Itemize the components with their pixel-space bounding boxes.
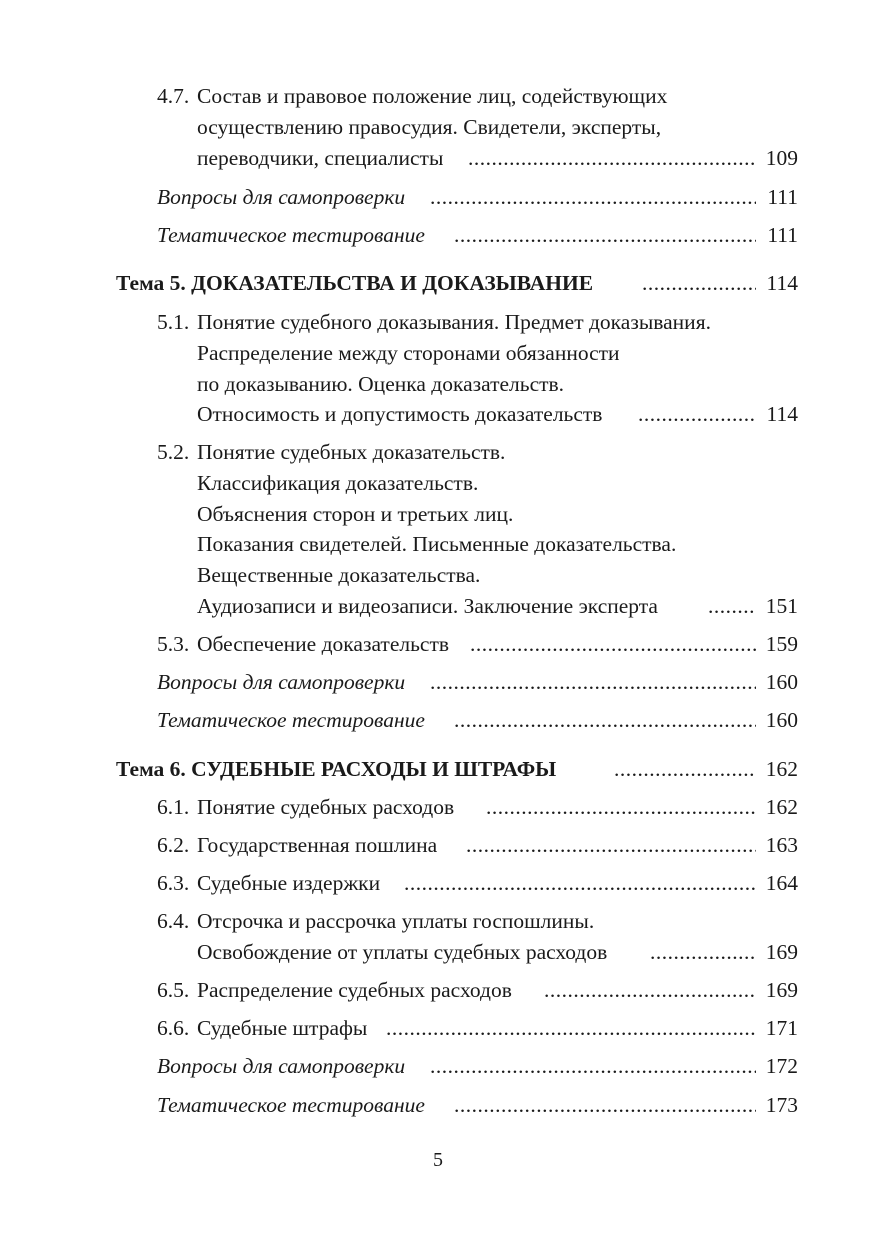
entry-title-line: Относимость и допустимость доказательств: [197, 402, 603, 426]
toc-entry-5-1-cont: [0, 338, 876, 368]
toc-entry-6-5: [0, 975, 876, 1005]
dot-leader: [454, 705, 756, 735]
entry-title-line: Объяснения сторон и третьих лиц.: [197, 502, 514, 526]
section-number: 5.1.: [157, 310, 190, 334]
toc-entry-5-2-cont: [0, 468, 876, 498]
entry-title-line: по доказыванию. Оценка доказательств.: [197, 372, 565, 396]
entry-title: Распределение судебных расходов: [197, 978, 512, 1002]
entry-title: Понятие судебных расходов: [197, 795, 455, 819]
entry-title-line: Состав и правовое положение лиц, содействующих: [197, 84, 668, 108]
toc-entry-4-7-cont: [0, 112, 876, 142]
dot-leader: [404, 868, 756, 898]
page-ref: 172: [765, 1054, 798, 1078]
dot-leader: [544, 975, 756, 1005]
page-ref: 162: [765, 757, 798, 781]
toc-entry-5-2-last: [0, 591, 876, 621]
entry-title: Вопросы для самопроверки: [157, 185, 406, 209]
toc-entry-t5-testing: [0, 705, 876, 735]
toc-entry-t6-testing: [0, 1090, 876, 1120]
toc-entry-6-2: [0, 830, 876, 860]
page-ref: 164: [765, 871, 798, 895]
entry-title: Тематическое тестирование: [157, 1093, 425, 1117]
section-number: 4.7.: [157, 84, 190, 108]
page-ref: 160: [765, 708, 798, 732]
section-number: 5.2.: [157, 440, 190, 464]
dot-leader: [466, 830, 756, 860]
entry-title-line: Показания свидетелей. Письменные доказательства.: [197, 532, 677, 556]
toc-topic-5: [0, 268, 876, 298]
page-ref: 169: [765, 940, 798, 964]
dot-leader: [470, 629, 756, 659]
dot-leader: [430, 182, 756, 212]
toc-entry-4-7: [0, 81, 876, 111]
page-number: 5: [433, 1149, 443, 1171]
dot-leader: [430, 667, 756, 697]
toc-entry-4-7-last: [0, 143, 876, 173]
page-ref: 111: [767, 185, 798, 209]
entry-title-line: Вещественные доказательства.: [197, 563, 481, 587]
entry-title: Вопросы для самопроверки: [157, 670, 406, 694]
toc-entry-6-6: [0, 1013, 876, 1043]
toc-entry-6-4-last: [0, 937, 876, 967]
toc-entry-t5-questions: [0, 667, 876, 697]
page-ref: 171: [765, 1016, 798, 1040]
toc-entry-5-1: [0, 307, 876, 337]
toc-entry-t6-questions: [0, 1051, 876, 1081]
toc-entry-t4-testing: [0, 220, 876, 250]
entry-title: Вопросы для самопроверки: [157, 1054, 406, 1078]
dot-leader: [386, 1013, 756, 1043]
page-ref: 169: [765, 978, 798, 1002]
dot-leader: [430, 1051, 756, 1081]
section-number: 6.2.: [157, 833, 190, 857]
entry-title-line: переводчики, специалисты: [197, 146, 444, 170]
toc-entry-6-4: [0, 906, 876, 936]
entry-title: Государственная пошлина: [197, 833, 438, 857]
dot-leader: [468, 143, 756, 173]
toc-entry-5-3: [0, 629, 876, 659]
page-ref: 159: [765, 632, 798, 656]
entry-title: Судебные издержки: [197, 871, 381, 895]
topic-title: Тема 6. СУДЕБНЫЕ РАСХОДЫ И ШТРАФЫ: [116, 757, 557, 781]
entry-title-line: Отсрочка и рассрочка уплаты госпошлины.: [197, 909, 595, 933]
section-number: 6.5.: [157, 978, 190, 1002]
entry-title-line: осуществлению правосудия. Свидетели, эксперты,: [197, 115, 662, 139]
section-number: 6.6.: [157, 1016, 190, 1040]
toc-entry-5-1-last: [0, 399, 876, 429]
topic-title: Тема 5. ДОКАЗАТЕЛЬСТВА И ДОКАЗЫВАНИЕ: [116, 271, 594, 295]
entry-title: Обеспечение доказательств: [197, 632, 449, 656]
toc-entry-5-2-cont: [0, 499, 876, 529]
dot-leader: [454, 1090, 756, 1120]
entry-title: Тематическое тестирование: [157, 223, 425, 247]
page-ref: 111: [767, 223, 798, 247]
dot-leader: [650, 937, 756, 967]
entry-title-line: Понятие судебного доказывания. Предмет доказывания.: [197, 310, 711, 334]
toc-entry-6-1: [0, 792, 876, 822]
dot-leader: [454, 220, 756, 250]
section-number: 6.1.: [157, 795, 190, 819]
page-ref: 114: [766, 402, 798, 426]
entry-title-line: Распределение между сторонами обязанности: [197, 341, 620, 365]
entry-title-line: Аудиозаписи и видеозаписи. Заключение эксперта: [197, 594, 658, 618]
dot-leader: [638, 399, 756, 429]
toc-entry-t4-questions: [0, 182, 876, 212]
toc-entry-5-2-cont: [0, 560, 876, 590]
page-ref: 163: [765, 833, 798, 857]
toc-entry-5-2: [0, 437, 876, 467]
page-ref: 173: [765, 1093, 798, 1117]
entry-title-line: Освобождение от уплаты судебных расходов: [197, 940, 608, 964]
page-ref: 109: [765, 146, 798, 170]
dot-leader: [642, 268, 756, 298]
toc-entry-5-2-cont: [0, 529, 876, 559]
section-number: 6.3.: [157, 871, 190, 895]
entry-title-line: Понятие судебных доказательств.: [197, 440, 506, 464]
entry-title: Судебные штрафы: [197, 1016, 368, 1040]
page-ref: 160: [765, 670, 798, 694]
toc-entry-5-1-cont: [0, 369, 876, 399]
section-number: 5.3.: [157, 632, 190, 656]
page-ref: 114: [766, 271, 798, 295]
entry-title: Тематическое тестирование: [157, 708, 425, 732]
dot-leader: [486, 792, 756, 822]
page-ref: 162: [765, 795, 798, 819]
toc-entry-6-3: [0, 868, 876, 898]
dot-leader: [614, 754, 756, 784]
page-ref: 151: [765, 594, 798, 618]
dot-leader: [708, 591, 756, 621]
entry-title-line: Классификация доказательств.: [197, 471, 479, 495]
section-number: 6.4.: [157, 909, 190, 933]
toc-topic-6: [0, 754, 876, 784]
